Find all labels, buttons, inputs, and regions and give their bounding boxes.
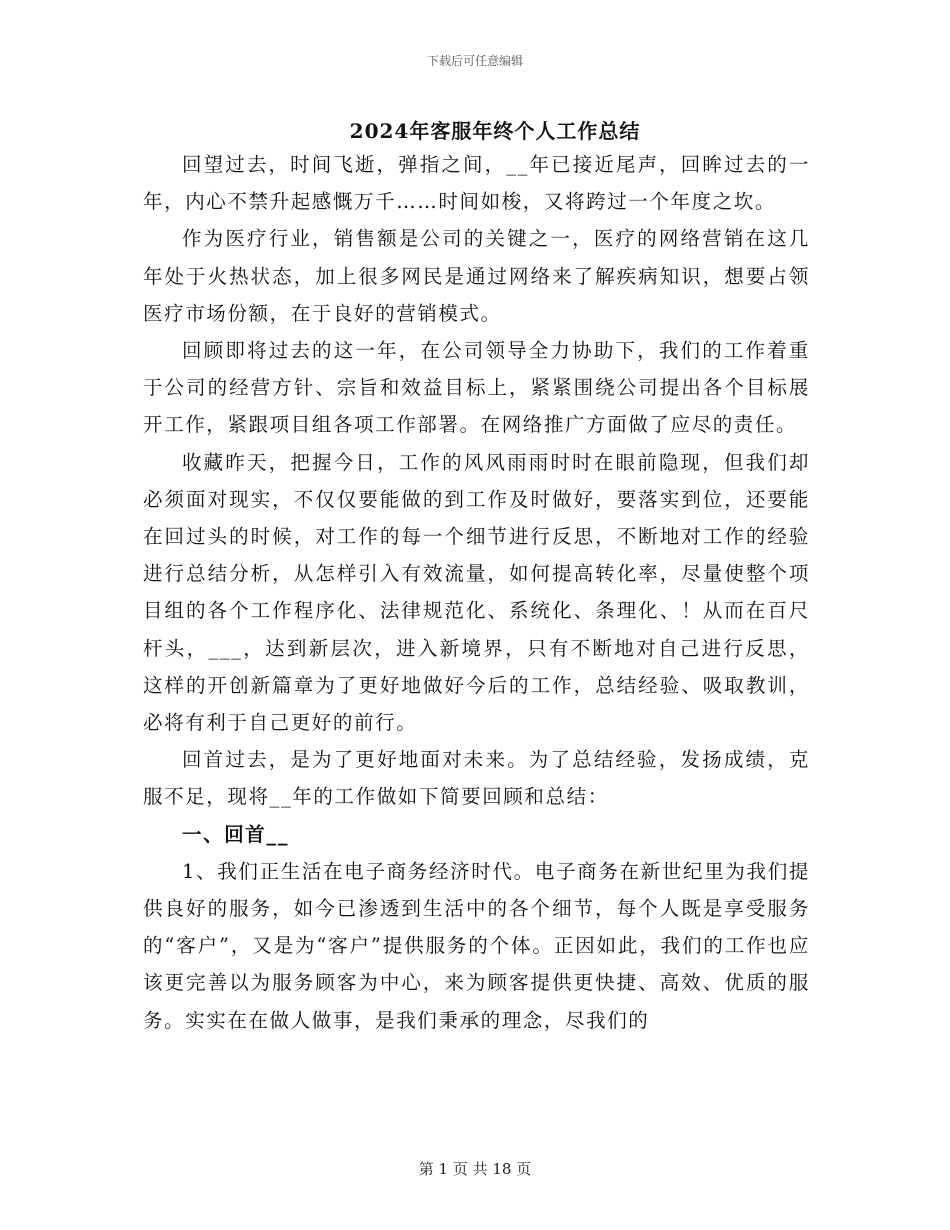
page-header-note: 下载后可任意编辑 [426, 54, 523, 68]
page-number: 第 1 页 共 18 页 [418, 1160, 532, 1178]
document-title: 2024年客服年终个人工作总结 [349, 119, 641, 143]
section-heading: 一、回首__ [182, 822, 290, 846]
paragraph-2: 作为医疗行业，销售额是公司的关键之一，医疗的网络营销在这几年处于火热状态，加上很多网民是通过网络来了解疾病知识，想要占领医疗市场份额，在于良好的营销模式。 [143, 227, 810, 325]
paragraph-1: 回望过去，时间飞逝，弹指之间，__年已接近尾声，回眸过去的一年，内心不禁升起感慨万千……时间如梭，又将跨过一个年度之坎。 [143, 153, 810, 214]
paragraph-3: 回顾即将过去的这一年，在公司领导全力协助下，我们的工作着重于公司的经营方针、宗旨和效益目标上，紧紧围绕公司提出各个目标展开工作，紧跟项目组各项工作部署。在网络推广方面做了应尽的责任。 [143, 339, 810, 437]
paragraph-5: 回首过去，是为了更好地面对未来。为了总结经验，发扬成绩，克服不足，现将__年的工作做如下简要回顾和总结： [143, 748, 810, 809]
paragraph-4: 收藏昨天，把握今日，工作的风风雨雨时时在眼前隐现，但我们却必须面对现实，不仅仅要能做的到工作及时做好，要落实到位，还要能在回过头的时候，对工作的每一个细节进行反思，不断地对工作的经验进行总结分析，从怎样引入有效流量，如何提高转化率，尽量使整个项目组的各个工作程序化、法律规范化、系统化、条理化、！从而在百尺杆头，___，达到新层次，进入新境界，只有不断地对自己进行反思，这样的开创新篇章为了更好地做好今后的工作，总结经验、吸取教训，必将有利于自己更好的前行。 [143, 450, 810, 735]
section-paragraph-1: 1、我们正生活在电子商务经济时代。电子商务在新世纪里为我们提供良好的服务，如今已渗透到生活中的各个细节，每个人既是享受服务的“客户”，又是为“客户”提供服务的个体。正因如此，我们的工作也应该更完善以为服务顾客为中心，来为顾客提供更快捷、高效、优质的服务。实实在在做人做事，是我们秉承的理念，尽我们的 [143, 859, 810, 1032]
document-body [143, 146, 810, 1039]
